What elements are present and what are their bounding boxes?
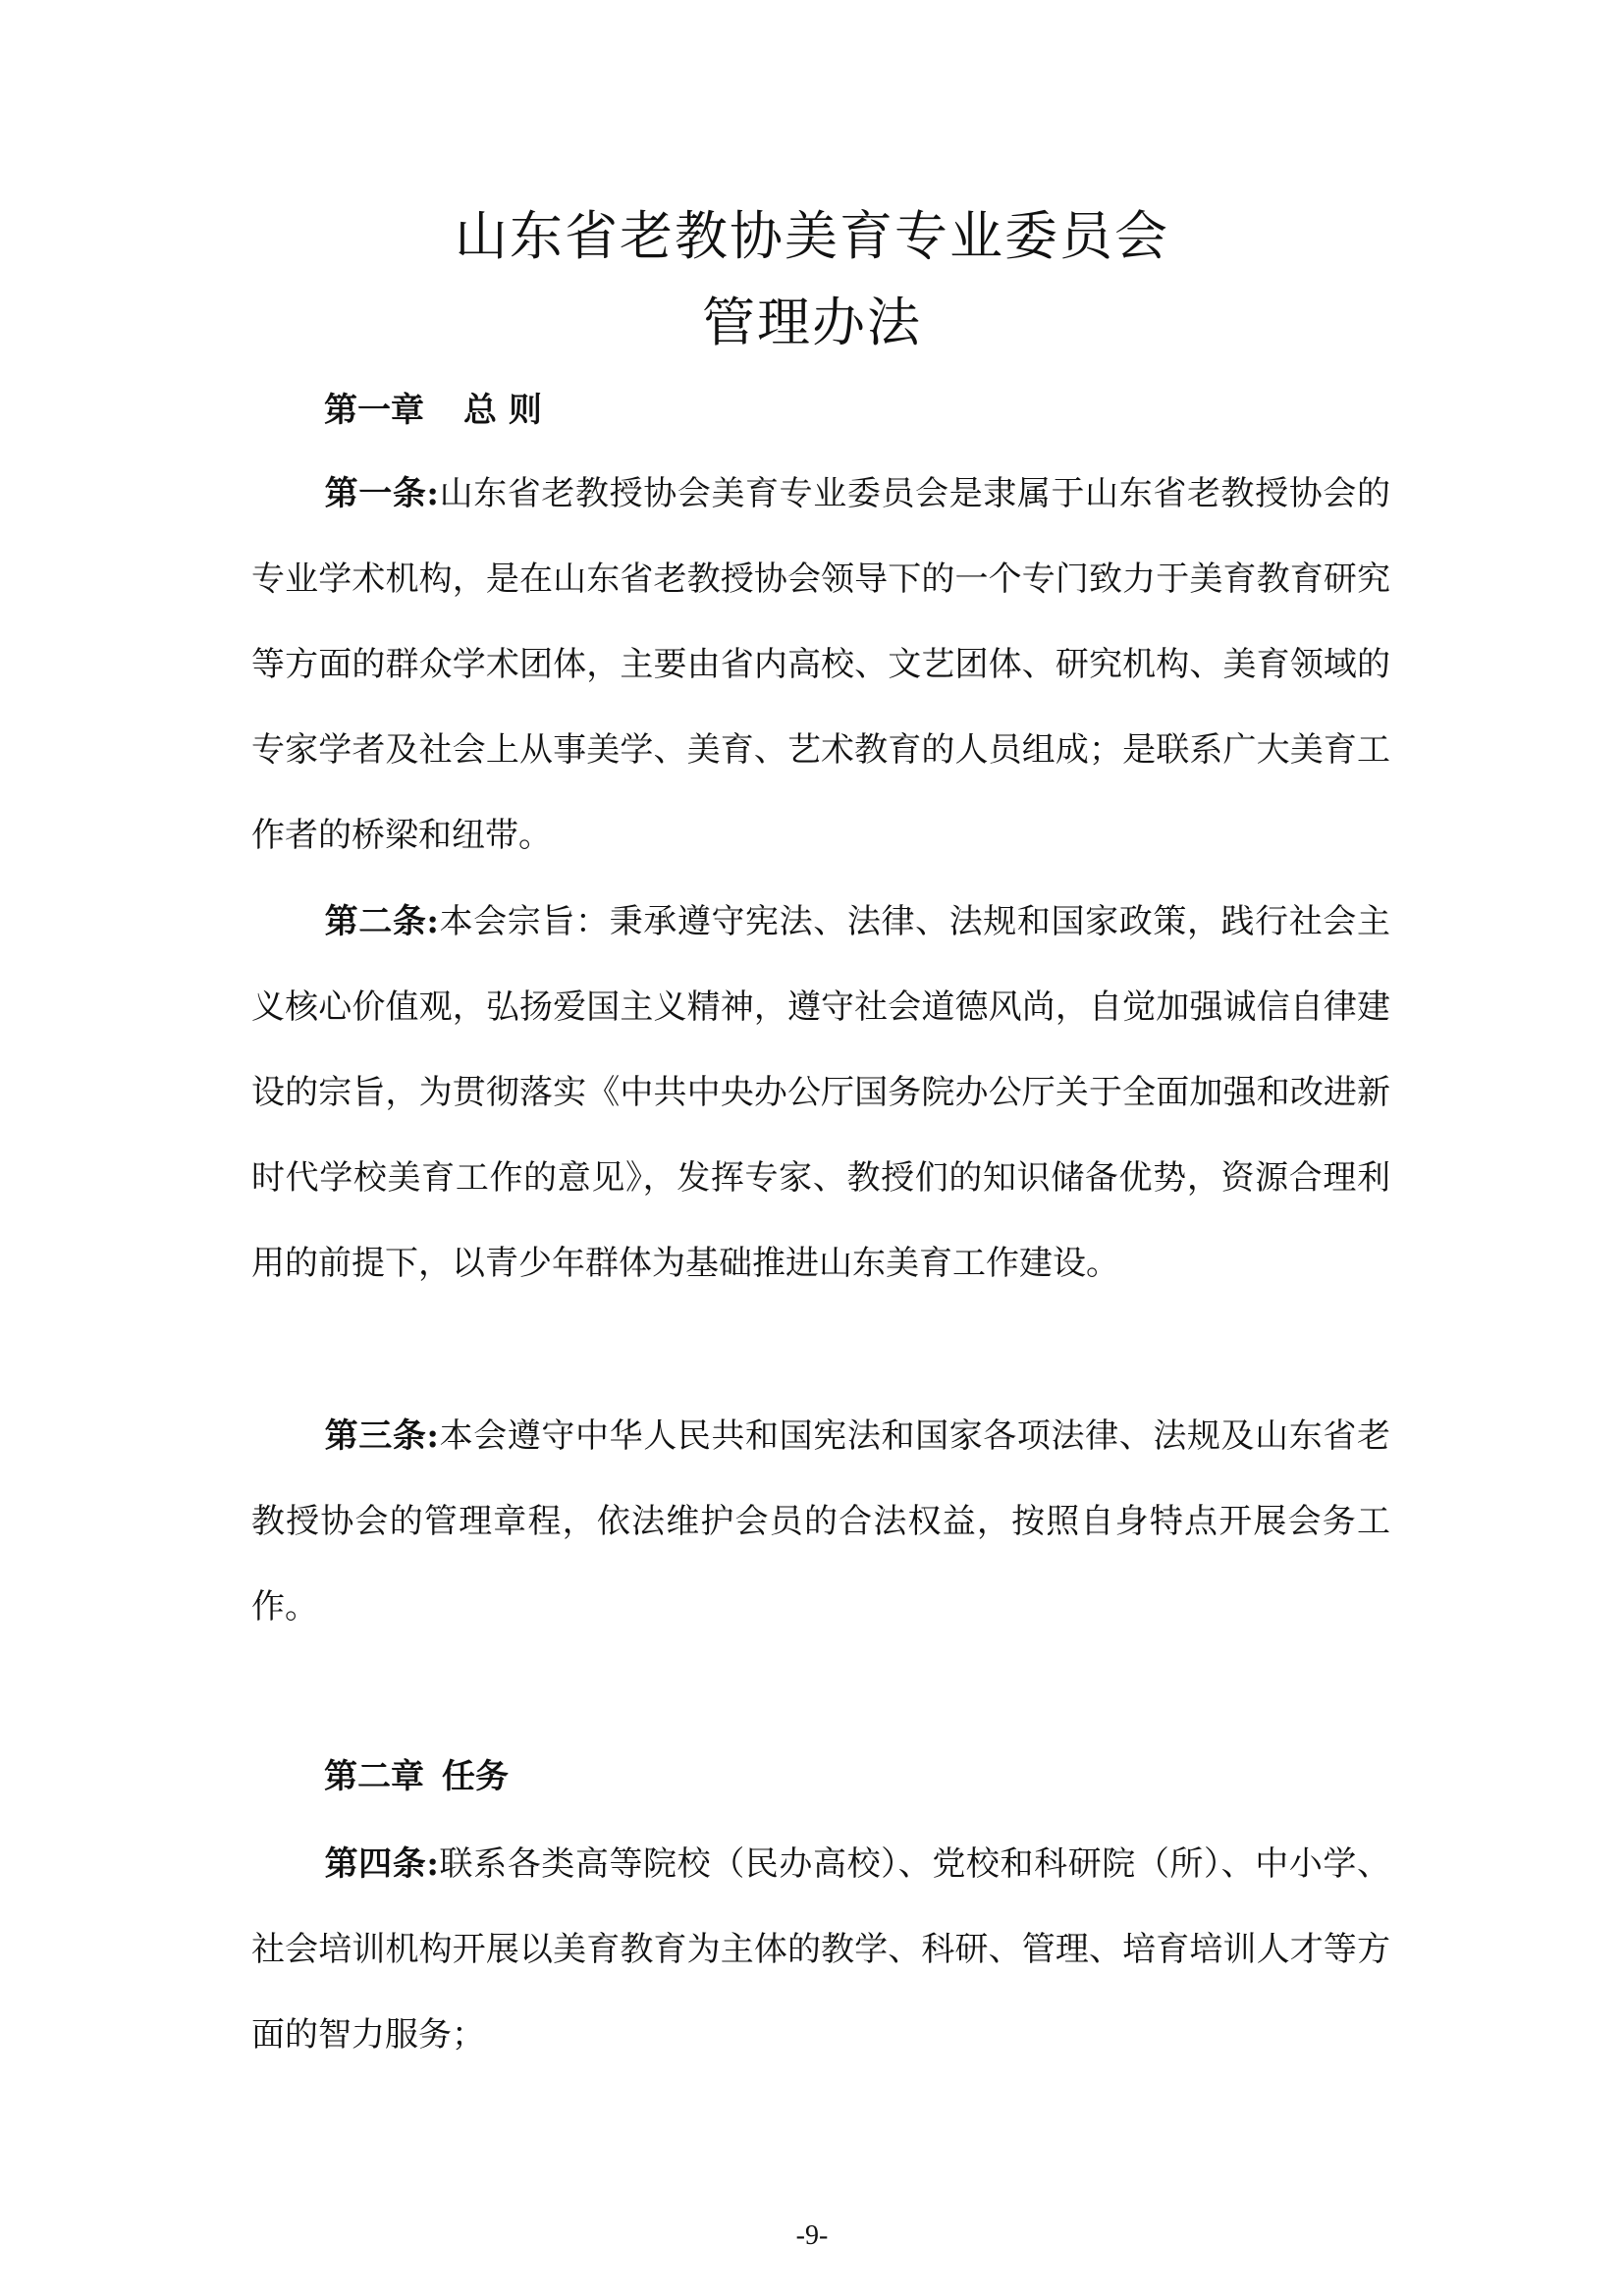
article-1-label: 第一条: <box>324 474 439 513</box>
chapter-1-name: 总 则 <box>463 391 542 430</box>
article-4 <box>251 1822 1390 2078</box>
article-1 <box>251 452 1390 879</box>
chapter-1-heading <box>324 381 542 440</box>
article-2-label: 第二条: <box>324 902 439 941</box>
chapter-2-heading <box>324 1747 509 1806</box>
article-3-label: 第三条: <box>324 1416 439 1456</box>
document-title-line1: 山东省老教协美育专业委员会 <box>455 205 1169 267</box>
article-3-text: 本会遵守中华人民共和国宪法和国家各项法律、法规及山东省老教授协会的管理章程，依法维护会员的合法权益，按照自身特点开展会务工作。 <box>251 1416 1390 1627</box>
article-1-text: 山东省老教授协会美育专业委员会是隶属于山东省老教授协会的专业学术机构，是在山东省老教授协会领导下的一个专门致力于美育教育研究等方面的群众学术团体，主要由省内高校、文艺团体、研究机构、美育领域的专家学者及社会上从事美学、美育、艺术教育的人员组成；是联系广大美育工作者的桥梁和纽带。 <box>251 474 1390 855</box>
chapter-2-name: 任务 <box>442 1757 509 1796</box>
page-number: -9- <box>795 2220 829 2251</box>
article-4-text: 联系各类高等院校（民办高校）、党校和科研院（所）、中小学、社会培训机构开展以美育教育为主体的教学、科研、管理、培育培训人才等方面的智力服务； <box>251 1844 1391 2055</box>
article-3 <box>251 1394 1390 1650</box>
article-4-label: 第四条: <box>324 1844 439 1884</box>
article-2 <box>251 880 1390 1307</box>
chapter-1-number: 第一章 <box>324 391 424 430</box>
article-2-text: 本会宗旨：秉承遵守宪法、法律、法规和国家政策，践行社会主义核心价值观，弘扬爱国主义精神，遵守社会道德风尚，自觉加强诚信自律建设的宗旨，为贯彻落实《中共中央办公厅国务院办公厅关于全面加强和改进新时代学校美育工作的意见》，发挥专家、教授们的知识储备优势，资源合理利用的前提下，以青少年群体为基础推进山东美育工作建设。 <box>251 902 1390 1283</box>
chapter-2-number: 第二章 <box>324 1757 424 1796</box>
document-title-line2: 管理办法 <box>702 292 922 353</box>
